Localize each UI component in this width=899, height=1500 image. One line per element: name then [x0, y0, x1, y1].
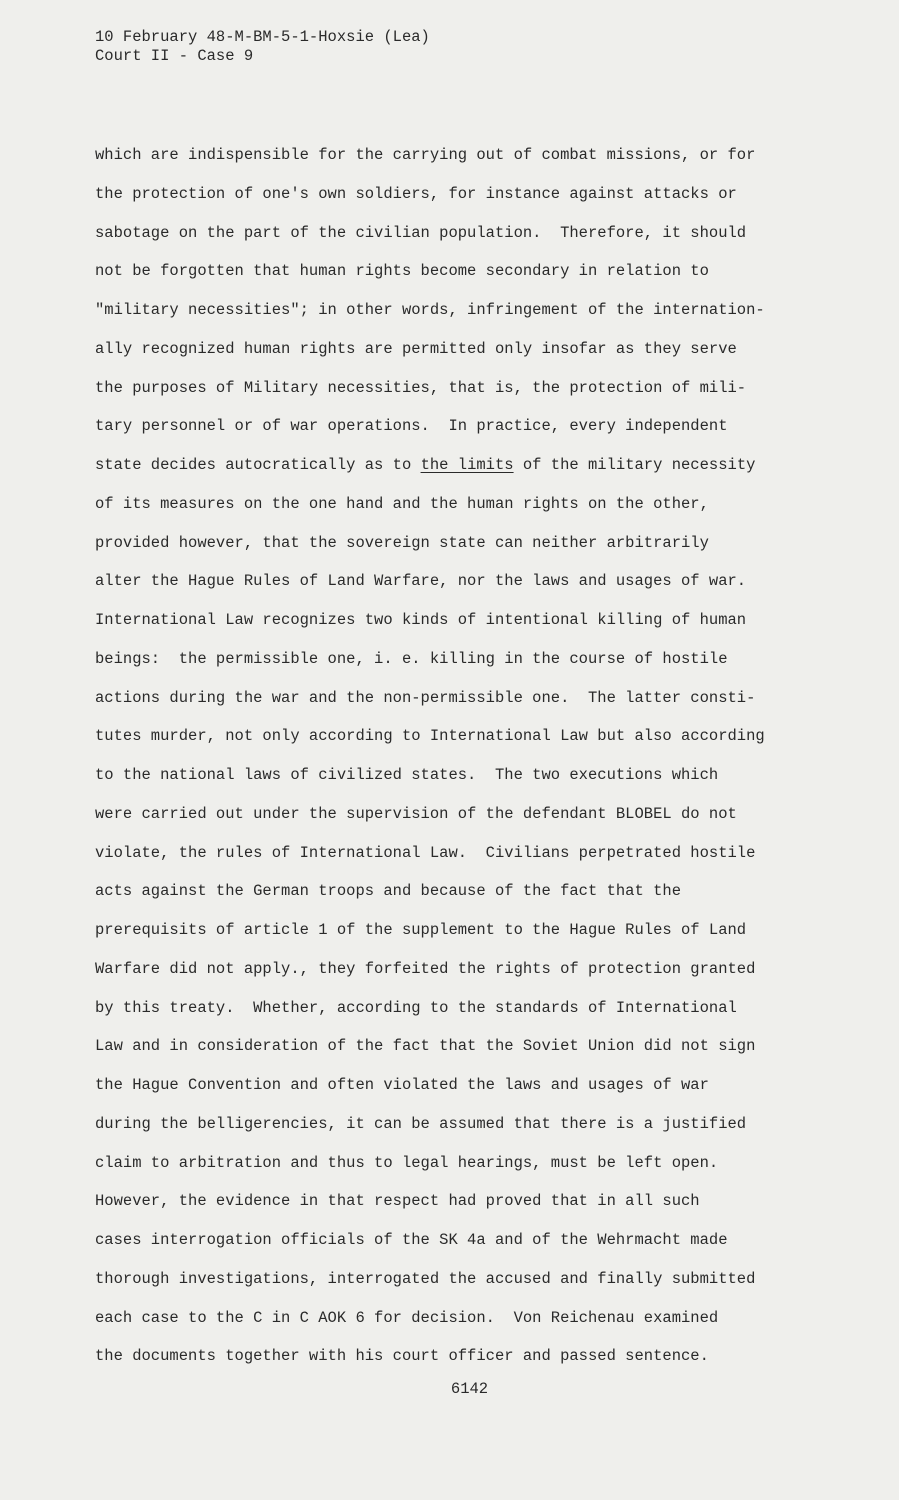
body-text-segment: of the military necessity [513, 456, 756, 474]
body-text-line: the documents together with his court officer and passed sentence. [95, 1347, 709, 1366]
body-text-line: sabotage on the part of the civilian population. Therefore, it should [95, 223, 747, 242]
body-text-line: not be forgotten that human rights become secondary in relation to [95, 262, 709, 281]
body-text-line: thorough investigations, interrogated the accused and finally submitted [95, 1269, 756, 1288]
body-text-line: by this treaty. Whether, according to the standards of International [95, 998, 737, 1017]
body-text-line: ally recognized human rights are permitted only insofar as they serve [95, 339, 737, 358]
body-text-line: prerequisits of article 1 of the supplement to the Hague Rules of Land [95, 921, 747, 939]
body-text-line: Law and in consideration of the fact that the Soviet Union did not sign [95, 1037, 756, 1056]
body-text-line: each case to the C in C AOK 6 for decision. Von Reichenau examined [95, 1308, 719, 1327]
body-text-line: the purposes of Military necessities, that is, the protection of mili- [95, 378, 747, 397]
body-text-line: the protection of one's own soldiers, for instance against attacks or [95, 184, 737, 203]
body-text-line: during the belligerencies, it can be assumed that there is a justified [95, 1114, 747, 1133]
header-line-court-case: Court II - Case 9 [95, 47, 254, 65]
body-text-line: beings: the permissible one, i. e. killing in the course of hostile [95, 649, 728, 668]
underlined-phrase: the limits [420, 456, 514, 474]
body-text-line: tary personnel or of war operations. In practice, every independent [95, 417, 728, 436]
body-text-line: Warfare did not apply., they forfeited the rights of protection granted [95, 959, 756, 978]
body-text-line: "military necessities"; in other words, infringement of the internation- [95, 301, 765, 319]
body-text-line [95, 451, 815, 490]
body-text-line: alter the Hague Rules of Land Warfare, nor the laws and usages of war. [95, 572, 747, 591]
body-text-line: actions during the war and the non-permissible one. The latter consti- [95, 688, 756, 707]
body-text-line: tutes murder, not only according to International Law but also according [95, 727, 765, 746]
body-text-line: provided however, that the sovereign state can neither arbitrarily [95, 533, 709, 552]
body-text-line: of its measures on the one hand and the human rights on the other, [95, 494, 709, 513]
header-line-date-reference: 10 February 48-M-BM-5-1-Hoxsie (Lea) [95, 28, 430, 46]
body-text-line: acts against the German troops and because of the fact that the [95, 882, 681, 901]
body-text-segment: state decides autocratically as to [95, 456, 421, 474]
page-number: 6142 [450, 1380, 489, 1398]
body-text-line: which are indispensible for the carrying out of combat missions, or for [95, 146, 756, 164]
body-text-line: violate, the rules of International Law. Civilians perpetrated hostile [95, 843, 756, 862]
body-text-line: cases interrogation officials of the SK 4a and of the Wehrmacht made [95, 1231, 728, 1249]
document-body [95, 141, 815, 1381]
body-text-line: However, the evidence in that respect had proved that in all such [95, 1192, 700, 1211]
body-text-line: to the national laws of civilized states. The two executions which [95, 766, 719, 784]
document-header [95, 28, 430, 66]
body-text-line: claim to arbitration and thus to legal hearings, must be left open. [95, 1153, 719, 1172]
body-text-line: were carried out under the supervision of the defendant BLOBEL do not [95, 804, 737, 823]
body-text-line: International Law recognizes two kinds of intentional killing of human [95, 611, 747, 629]
body-text-line: the Hague Convention and often violated the laws and usages of war [95, 1076, 709, 1094]
